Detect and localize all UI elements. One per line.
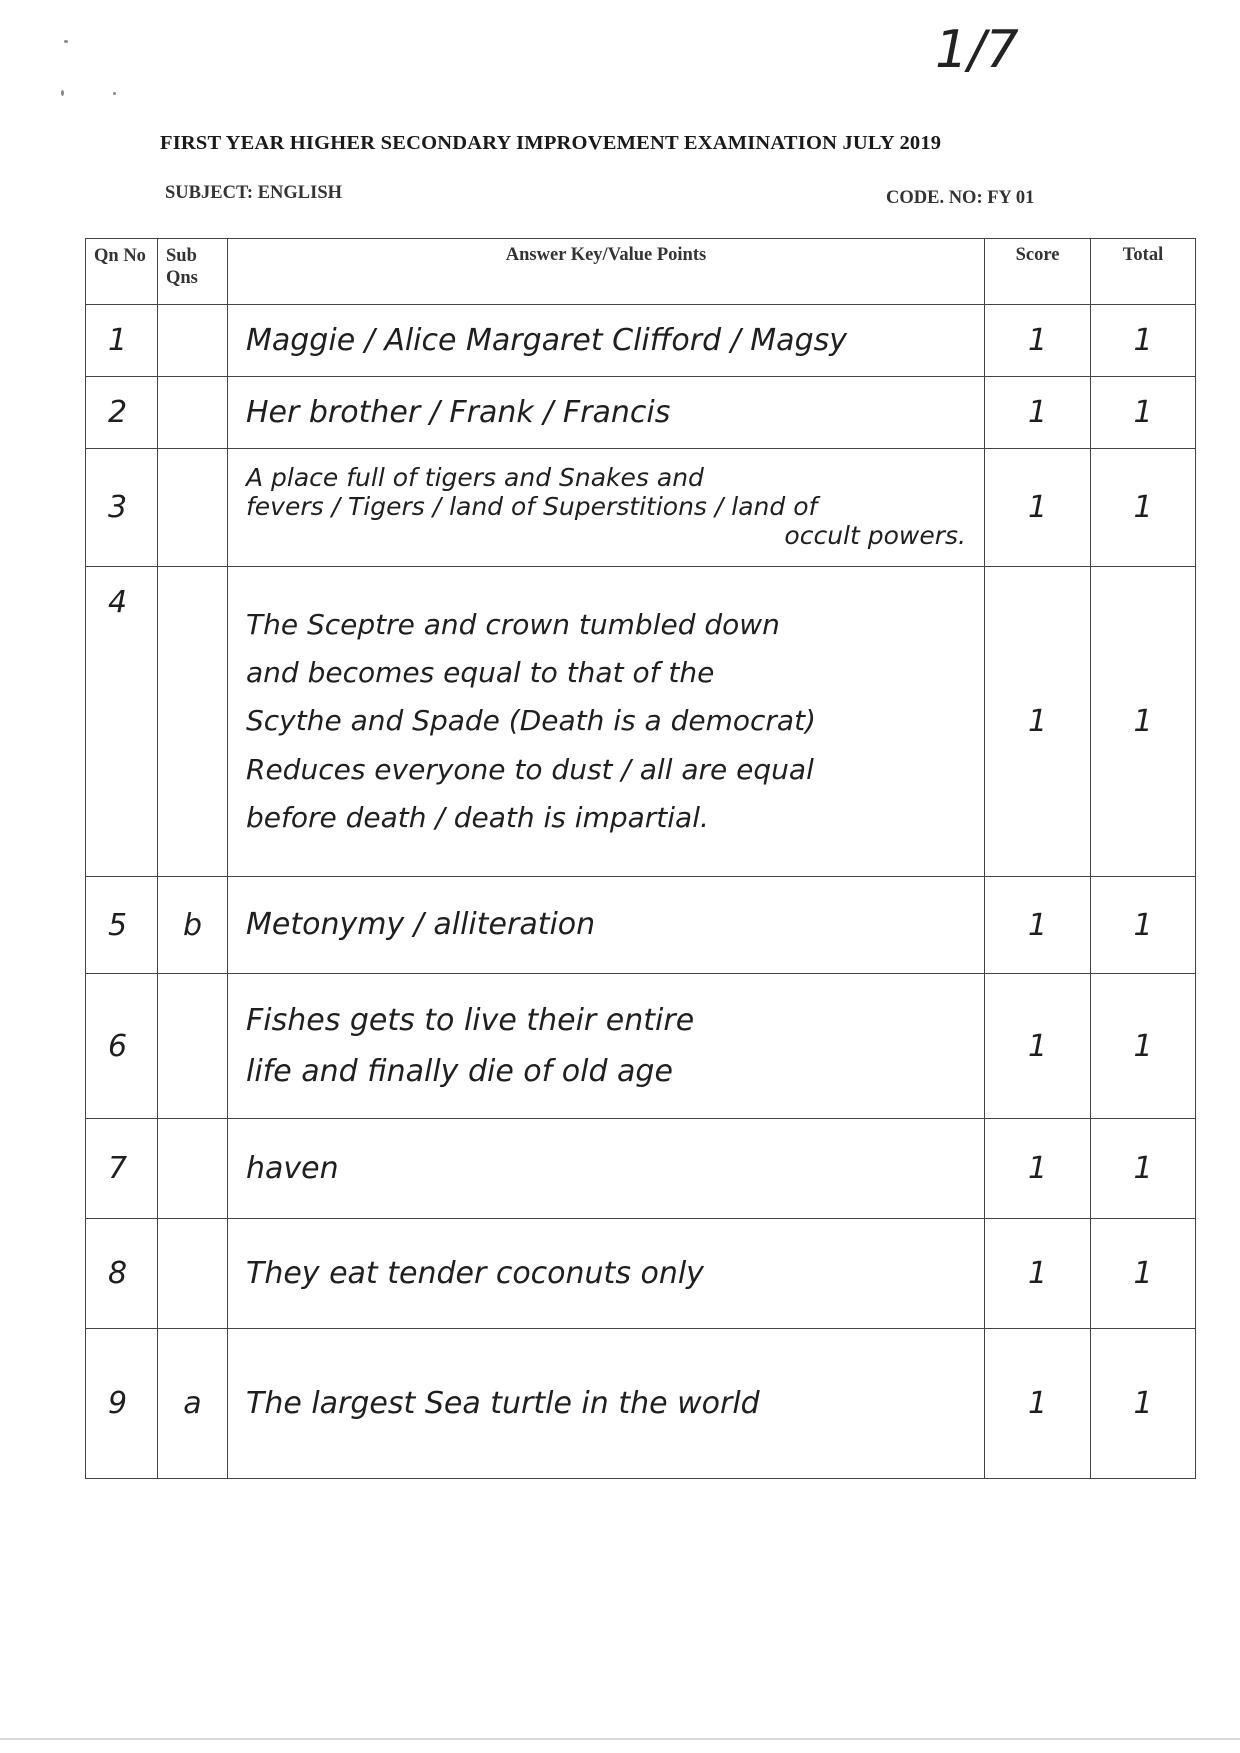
answer-line: The largest Sea turtle in the world <box>246 1385 760 1421</box>
column-header-total: Total <box>1091 239 1196 305</box>
answer-line: before death / death is impartial. <box>246 800 709 834</box>
sub-header-line1: Sub <box>166 246 197 266</box>
answer-cell <box>228 974 985 1119</box>
table-row <box>86 1219 1196 1329</box>
total-cell: 1 <box>1091 974 1196 1119</box>
answer-line: fevers / Tigers / land of Superstitions / land of <box>246 492 818 522</box>
code-label: CODE. NO: FY 01 <box>886 188 1035 208</box>
sub-question <box>158 567 228 877</box>
scan-edge-divider <box>0 1738 1240 1740</box>
table-header-row <box>86 239 1196 305</box>
qn-header-line2: No <box>123 246 146 266</box>
column-header-qn <box>86 239 158 305</box>
question-number: 2 <box>86 377 158 449</box>
answer-cell <box>228 305 985 377</box>
answer-line: occult powers. <box>784 520 966 550</box>
sub-question <box>158 377 228 449</box>
answer-line: Her brother / Frank / Francis <box>246 394 671 430</box>
sub-question <box>158 1119 228 1219</box>
table-row <box>86 377 1196 449</box>
answer-key-table <box>85 238 1196 1479</box>
total-cell: 1 <box>1091 877 1196 974</box>
score-cell: 1 <box>985 567 1091 877</box>
total-cell: 1 <box>1091 305 1196 377</box>
answer-cell <box>228 877 985 974</box>
scan-speck <box>113 92 116 95</box>
total-cell: 1 <box>1091 449 1196 567</box>
score-cell: 1 <box>985 1329 1091 1479</box>
question-number: 6 <box>86 974 158 1119</box>
question-number: 8 <box>86 1219 158 1329</box>
table-row <box>86 305 1196 377</box>
question-number: 7 <box>86 1119 158 1219</box>
sub-question <box>158 974 228 1119</box>
column-header-score: Score <box>985 239 1091 305</box>
score-cell: 1 <box>985 1219 1091 1329</box>
answer-cell <box>228 1119 985 1219</box>
answer-cell <box>228 567 985 877</box>
answer-cell <box>228 1329 985 1479</box>
table-row <box>86 567 1196 877</box>
answer-cell <box>228 449 985 567</box>
sub-question <box>158 449 228 567</box>
question-number: 3 <box>86 449 158 567</box>
scan-speck <box>61 90 64 96</box>
column-header-answer: Answer Key/Value Points <box>228 239 985 305</box>
score-cell: 1 <box>985 877 1091 974</box>
score-cell: 1 <box>985 377 1091 449</box>
total-cell: 1 <box>1091 1329 1196 1479</box>
page-number: 1/7 <box>935 20 1019 80</box>
qn-header-line1: Qn <box>94 246 119 266</box>
score-cell: 1 <box>985 305 1091 377</box>
answer-line: A place full of tigers and Snakes and <box>246 463 704 493</box>
table-row <box>86 974 1196 1119</box>
sub-header-line2: Qns <box>166 268 198 288</box>
table-row <box>86 449 1196 567</box>
answer-line: and becomes equal to that of the <box>246 656 715 690</box>
total-cell: 1 <box>1091 377 1196 449</box>
score-cell: 1 <box>985 974 1091 1119</box>
answer-line: Maggie / Alice Margaret Clifford / Magsy <box>246 322 847 358</box>
column-header-sub <box>158 239 228 305</box>
answer-line: Reduces everyone to dust / all are equal <box>246 752 814 786</box>
score-cell: 1 <box>985 449 1091 567</box>
table-row <box>86 1329 1196 1479</box>
answer-line: Fishes gets to live their entire <box>246 1003 695 1038</box>
question-number: 4 <box>86 567 158 877</box>
total-cell: 1 <box>1091 1119 1196 1219</box>
scan-speck <box>64 40 68 43</box>
total-cell: 1 <box>1091 1219 1196 1329</box>
table-row <box>86 1119 1196 1219</box>
answer-cell <box>228 1219 985 1329</box>
answer-line: Scythe and Spade (Death is a democrat) <box>246 704 816 738</box>
question-number: 1 <box>86 305 158 377</box>
answer-line: The Sceptre and crown tumbled down <box>246 608 780 642</box>
table-row <box>86 877 1196 974</box>
subject-label: SUBJECT: ENGLISH <box>165 183 342 203</box>
sub-question: b <box>158 877 228 974</box>
sub-question: a <box>158 1329 228 1479</box>
answer-line: Metonymy / alliteration <box>246 907 596 943</box>
sub-question <box>158 305 228 377</box>
answer-line: life and finally die of old age <box>246 1054 673 1089</box>
score-cell: 1 <box>985 1119 1091 1219</box>
answer-line: They eat tender coconuts only <box>246 1255 704 1291</box>
sub-question <box>158 1219 228 1329</box>
answer-cell <box>228 377 985 449</box>
question-number: 9 <box>86 1329 158 1479</box>
exam-title: FIRST YEAR HIGHER SECONDARY IMPROVEMENT EXAMINATION JULY 2019 <box>160 132 942 154</box>
answer-line: haven <box>246 1150 339 1186</box>
total-cell: 1 <box>1091 567 1196 877</box>
question-number: 5 <box>86 877 158 974</box>
